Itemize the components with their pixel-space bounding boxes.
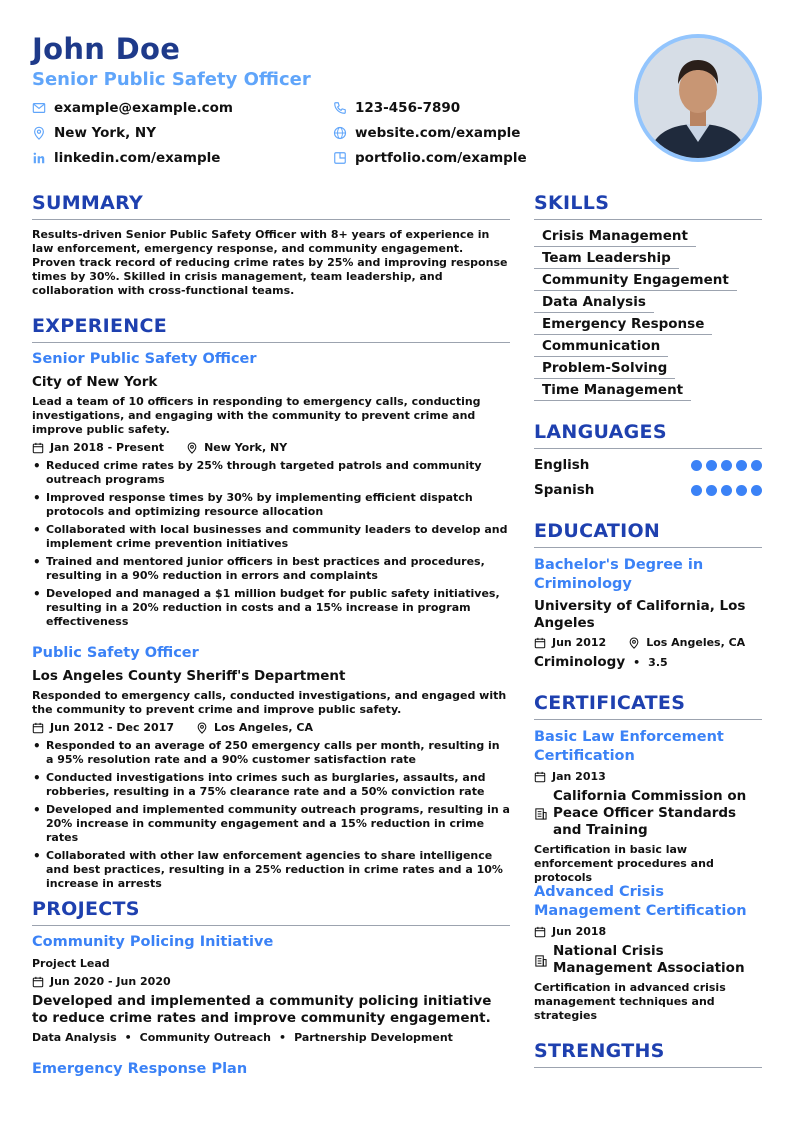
skill-tag: Communication: [534, 338, 668, 357]
project-tags: Data Analysis • Community Outreach • Partnership Development: [32, 1031, 453, 1044]
job-description: Lead a team of 10 officers in responding to emergency calls, conducting investigations, and engaging with the community to prevent crime and improve public safety.: [32, 395, 481, 436]
language-row: [534, 457, 762, 473]
job-title: Public Safety Officer: [32, 645, 199, 661]
education-gpa: 3.5: [648, 655, 668, 669]
building-icon: [534, 954, 547, 967]
contact-location: [32, 125, 156, 141]
skill-tag: Data Analysis: [534, 294, 654, 313]
contact-linkedin-text: linkedin.com/example: [54, 150, 221, 166]
list-item: • Collaborated with other law enforcement agencies to share intelligence and best practices, resulting in a 25% reduction in crime rates and a 10% increase in arrests: [32, 849, 510, 891]
contact-website-text: website.com/example: [355, 125, 521, 141]
job-org: City of New York: [32, 374, 158, 390]
certificate-date: Jan 2013: [552, 770, 606, 783]
education-field-row: Criminology • 3.5: [534, 654, 668, 670]
skill-tag: Team Leadership: [534, 250, 679, 269]
building-icon: [534, 807, 547, 820]
calendar-icon: [32, 442, 44, 454]
certificate-meta: [534, 770, 606, 783]
calendar-icon: [534, 926, 546, 938]
calendar-icon: [534, 637, 546, 649]
contact-email[interactable]: [32, 100, 233, 116]
linkedin-icon: [32, 151, 46, 165]
job-location: Los Angeles, CA: [213, 721, 313, 734]
project-title: Emergency Response Plan: [32, 1061, 248, 1077]
level-dot: [691, 485, 702, 496]
list-item: • Improved response times by 30% by implementing efficient dispatch protocols and optimizing resource allocation: [32, 491, 510, 519]
job-meta: [32, 721, 313, 734]
project-dates: Jun 2020 - Jun 2020: [50, 975, 171, 988]
level-dot: [751, 460, 762, 471]
globe-icon: [333, 126, 347, 140]
job-bullets: [32, 739, 510, 895]
education-meta: [534, 636, 745, 649]
skill-tag: Problem-Solving: [534, 360, 675, 379]
strengths-heading: STRENGTHS: [534, 1040, 762, 1068]
job-meta: [32, 441, 287, 454]
level-dot: [736, 485, 747, 496]
level-dot: [706, 485, 717, 496]
skill-tag: Time Management: [534, 382, 691, 401]
certificate-title: Basic Law Enforcement Certification: [534, 729, 724, 764]
project-meta: [32, 975, 171, 988]
skill-tag: Community Engagement: [534, 272, 737, 291]
list-item: • Reduced crime rates by 25% through targeted patrols and community outreach programs: [32, 459, 510, 487]
project-title: Community Policing Initiative: [32, 934, 274, 950]
portfolio-icon: [333, 151, 347, 165]
level-dot: [721, 485, 732, 496]
certificate-description: Certification in advanced crisis management techniques and strategies: [534, 981, 726, 1022]
education-date: Jun 2012: [552, 636, 607, 649]
location-icon: [196, 722, 208, 734]
summary-text: Results-driven Senior Public Safety Officer with 8+ years of experience in law enforcement, emergency response, and community engagement. Proven track record of reducing crime rates by 25% and improving response times by 30%. Skilled in crisis management, team leadership, and collaboration with cross-functional teams.: [32, 228, 508, 297]
certificate-issuer-row: [534, 788, 762, 839]
level-dot: [721, 460, 732, 471]
candidate-title: Senior Public Safety Officer: [32, 69, 311, 90]
job-org: Los Angeles County Sheriff's Department: [32, 668, 346, 684]
projects-heading: PROJECTS: [32, 898, 510, 926]
job-title: Senior Public Safety Officer: [32, 351, 257, 367]
location-icon: [186, 442, 198, 454]
language-row: [534, 482, 762, 498]
skill-tag: Crisis Management: [534, 228, 696, 247]
certificate-title: Advanced Crisis Management Certification: [534, 884, 747, 919]
project-description: Developed and implemented a community policing initiative to reduce crime rates and improve community engagement.: [32, 993, 492, 1026]
profile-photo: [634, 34, 762, 162]
language-name: Spanish: [534, 482, 595, 498]
school-name: University of California, Los Angeles: [534, 598, 746, 631]
contact-portfolio[interactable]: [333, 150, 527, 166]
project-role: Project Lead: [32, 957, 110, 970]
languages-heading: LANGUAGES: [534, 421, 762, 449]
calendar-icon: [534, 771, 546, 783]
certificate-issuer: California Commission on Peace Officer Standards and Training: [553, 788, 747, 838]
skill-tag: Emergency Response: [534, 316, 712, 335]
level-dot: [706, 460, 717, 471]
education-field: Criminology: [534, 654, 626, 670]
calendar-icon: [32, 976, 44, 988]
language-name: English: [534, 457, 590, 473]
location-icon: [628, 637, 640, 649]
list-item: • Trained and mentored junior officers in best practices and procedures, resulting in a 90% reduction in errors and complaints: [32, 555, 510, 583]
project-tag: Community Outreach: [139, 1031, 272, 1044]
language-level: [691, 485, 762, 496]
project-tag: Data Analysis: [32, 1031, 117, 1044]
contact-phone-text: 123-456-7890: [355, 100, 461, 116]
job-location: New York, NY: [204, 441, 288, 454]
level-dot: [751, 485, 762, 496]
level-dot: [736, 460, 747, 471]
experience-heading: EXPERIENCE: [32, 315, 510, 343]
contact-location-text: New York, NY: [54, 125, 156, 141]
degree-title: Bachelor's Degree in Criminology: [534, 557, 704, 592]
contact-website[interactable]: [333, 125, 520, 141]
certificate-date: Jun 2018: [552, 925, 607, 938]
summary-heading: SUMMARY: [32, 192, 510, 220]
skills-heading: SKILLS: [534, 192, 762, 220]
job-bullets: [32, 459, 510, 633]
list-item: • Responded to an average of 250 emergency calls per month, resulting in a 95% resolution rate and a 90% customer satisfaction rate: [32, 739, 510, 767]
level-dot: [691, 460, 702, 471]
job-description: Responded to emergency calls, conducted investigations, and engaged with the community to prevent crime and improve public safety.: [32, 689, 507, 716]
language-level: [691, 460, 762, 471]
certificate-description: Certification in basic law enforcement procedures and protocols: [534, 843, 714, 884]
contact-phone[interactable]: [333, 100, 460, 116]
calendar-icon: [32, 722, 44, 734]
certificate-issuer-row: [534, 943, 762, 977]
contact-email-text: example@example.com: [54, 100, 233, 116]
job-dates: Jan 2018 - Present: [50, 441, 165, 454]
education-heading: EDUCATION: [534, 520, 762, 548]
location-icon: [32, 126, 46, 140]
list-item: • Collaborated with local businesses and community leaders to develop and implement crime prevention initiatives: [32, 523, 510, 551]
candidate-name: John Doe: [32, 32, 181, 66]
email-icon: [32, 101, 46, 115]
certificates-heading: CERTIFICATES: [534, 692, 762, 720]
contact-portfolio-text: portfolio.com/example: [355, 150, 527, 166]
contact-linkedin[interactable]: [32, 150, 220, 166]
list-item: • Conducted investigations into crimes such as burglaries, assaults, and robberies, resulting in a 75% clearance rate and a 50% conviction rate: [32, 771, 510, 799]
certificate-meta: [534, 925, 606, 938]
job-dates: Jun 2012 - Dec 2017: [50, 721, 174, 734]
project-tag: Partnership Development: [294, 1031, 453, 1044]
list-item: • Developed and implemented community outreach programs, resulting in a 20% increase in community engagement and a 15% reduction in crime rates: [32, 803, 510, 845]
certificate-issuer: National Crisis Management Association: [553, 943, 745, 976]
education-location: Los Angeles, CA: [646, 636, 746, 649]
list-item: • Developed and managed a $1 million budget for public safety initiatives, resulting in a 20% reduction in costs and a 15% increase in program effectiveness: [32, 587, 510, 629]
phone-icon: [333, 101, 347, 115]
